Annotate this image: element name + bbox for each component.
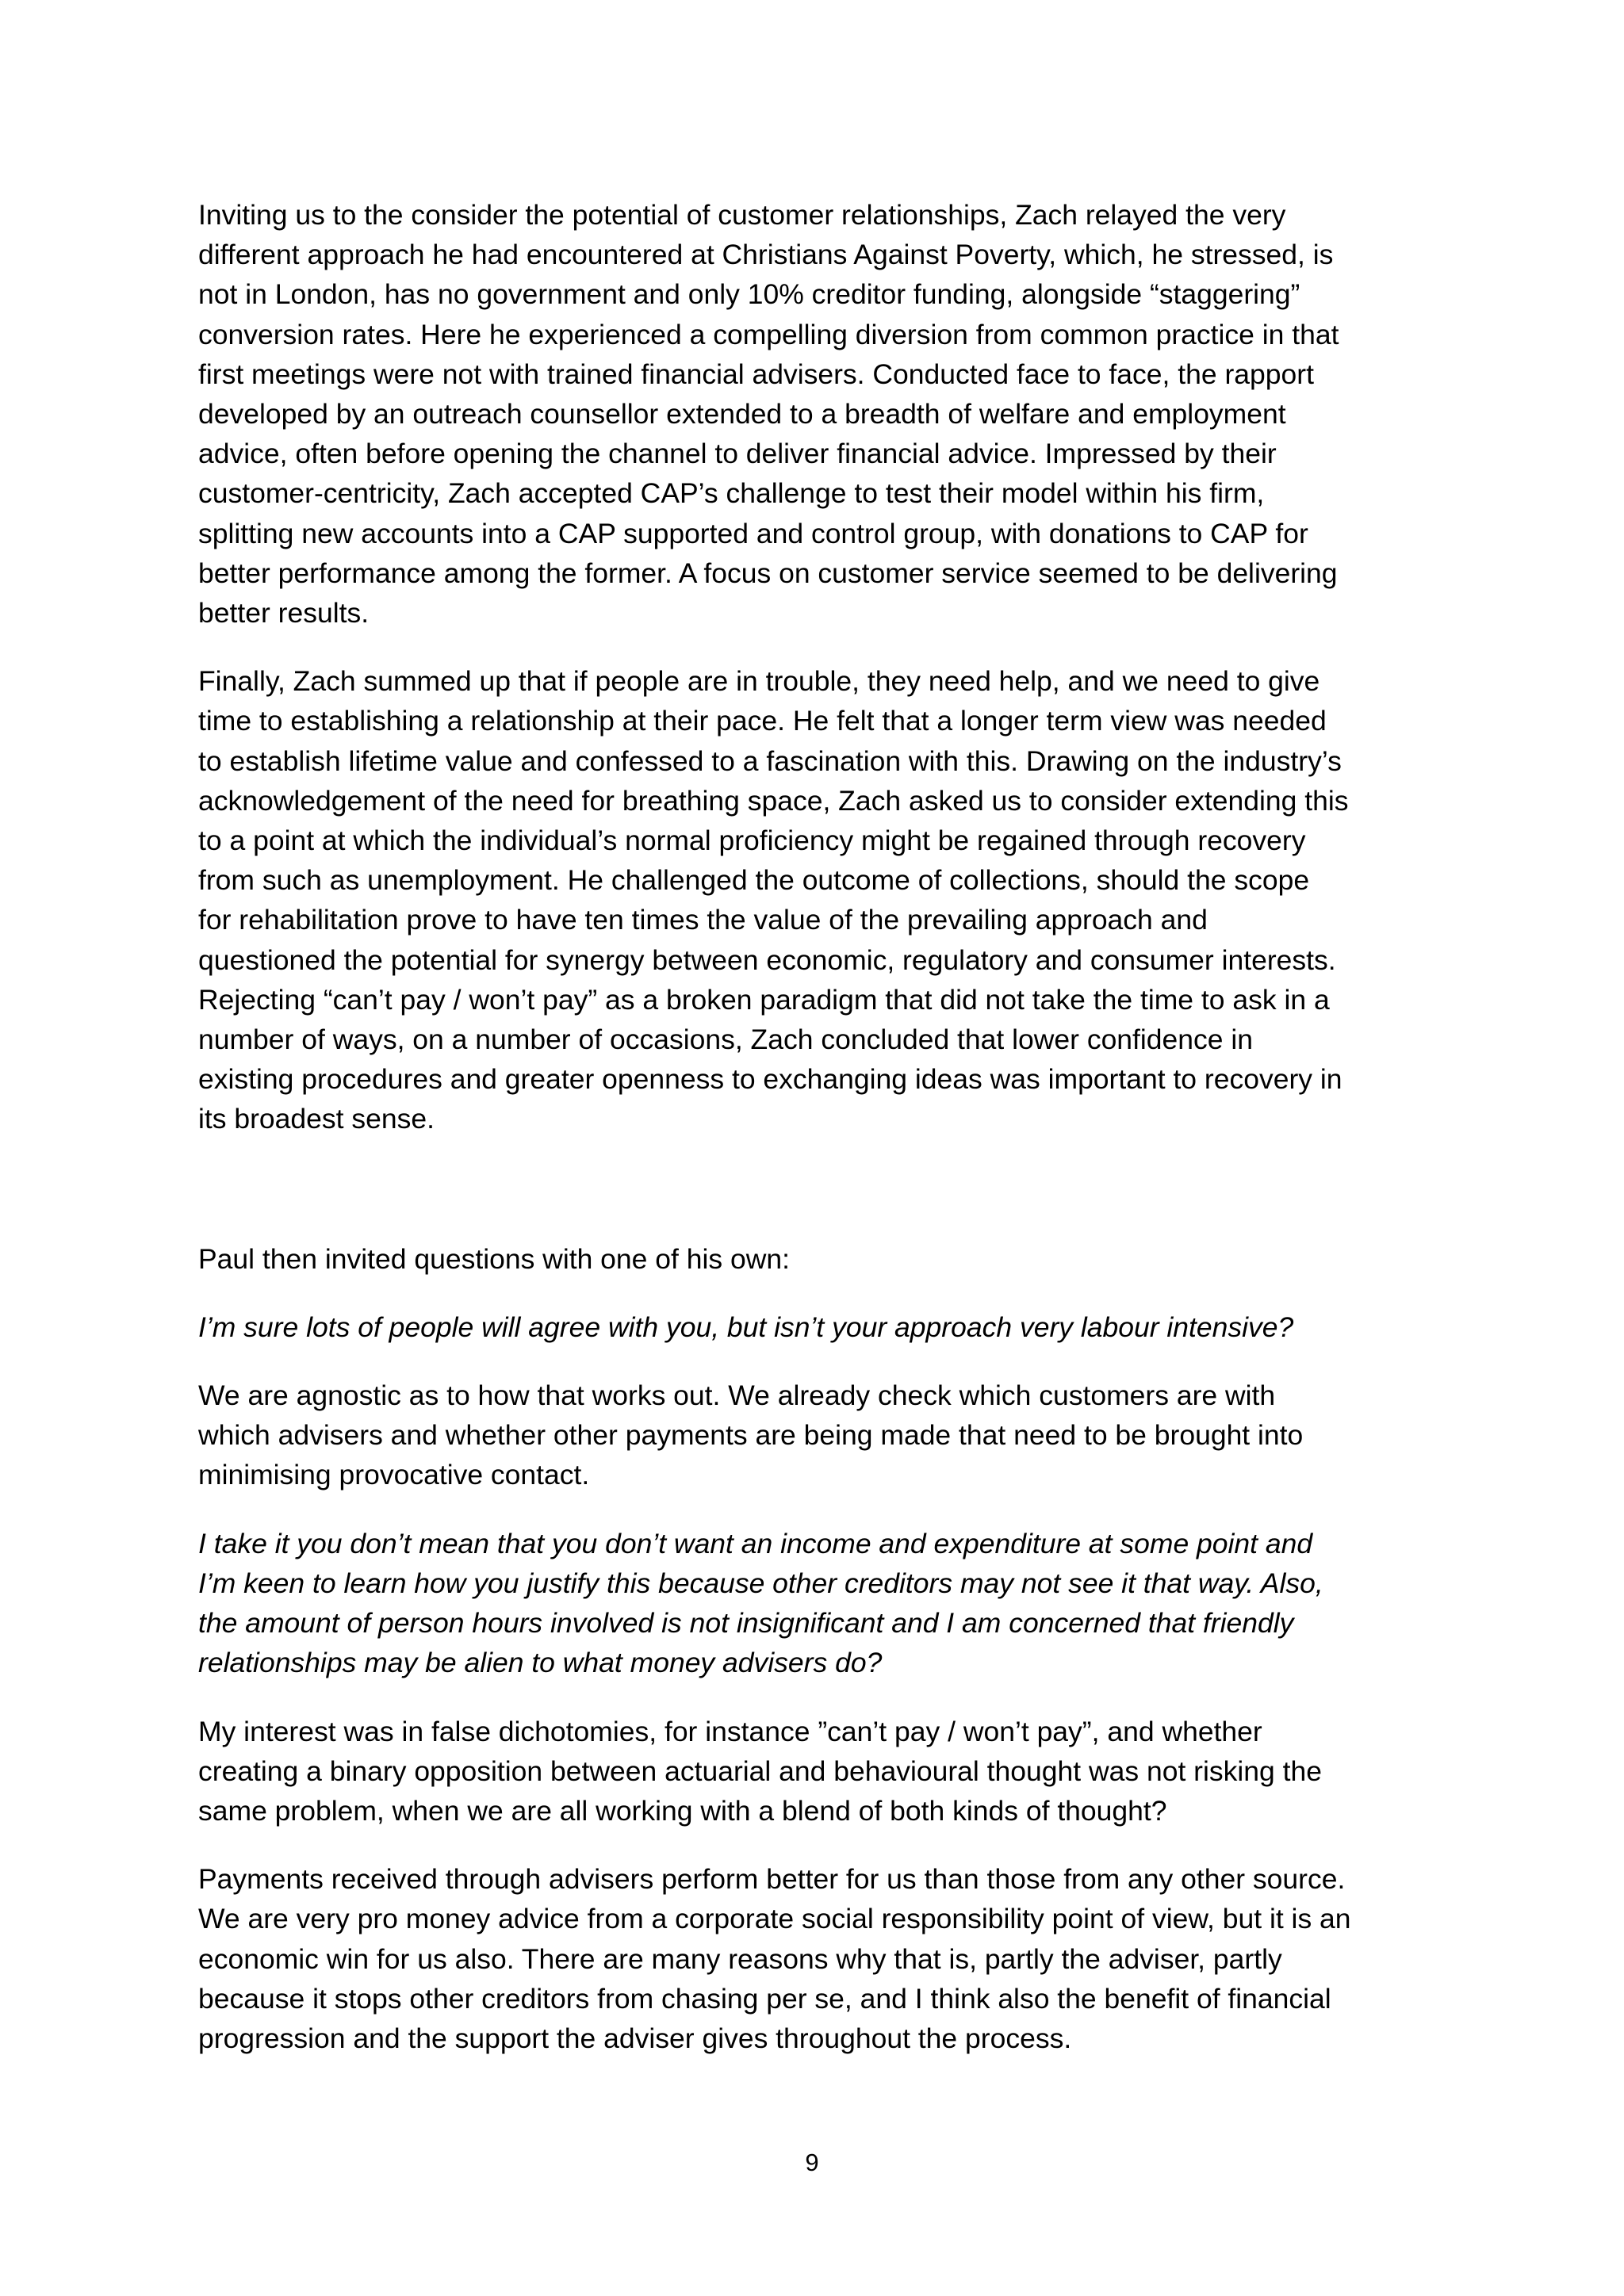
paragraph-cap-approach: Inviting us to the consider the potential of customer relationships, Zach relayed the very different approach he had encountered at Christians Against Poverty, which, he stressed, is not in London, has no government and only 10% creditor funding, alongside “staggering” conversion rates. Here he experienced a compelling diversion from common practice in that first meetings were not with trained financial advisers. Conducted face to face, the rapport developed by an outreach counsellor extended to a breadth of welfare and employment advice, often before opening the channel to deliver financial advice. Impressed by their customer-centricity, Zach accepted CAP’s challenge to test their model within his firm, splitting new accounts into a CAP supported and control group, with donations to CAP for better performance among the former. A focus on customer service seemed to be delivering better results. (198, 199, 1339, 629)
answer-payments-advisers: Payments received through advisers perform better for us than those from any other source. We are very pro money advice from a corporate social responsibility point of view, but it is an economic win for us also. There are many reasons why that is, partly the adviser, partly because it stops other creditors from chasing per se, and I think also the benefit of financial progression and the support the adviser gives throughout the process. (198, 1863, 1351, 2054)
page-number: 9 (805, 2149, 819, 2176)
question-labour-intensive: I’m sure lots of people will agree with you, but isn’t your approach very labour intensive? (198, 1311, 1294, 1343)
document-body (198, 195, 1459, 2087)
answer-agnostic: We are agnostic as to how that works out. We already check which customers are with which advisers and whether other payments are being made that need to be brought into minimising provocative contact. (198, 1380, 1304, 1491)
paragraph-zach-summary: Finally, Zach summed up that if people are in trouble, they need help, and we need to give time to establishing a relationship at their pace. He felt that a longer term view was needed to establish lifetime value and confessed to a fascination with this. Drawing on the industry’s acknowledgement of the need for breathing space, Zach asked us to consider extending this to a point at which the individual’s normal proficiency might be regained through recovery from such as unemployment. He challenged the outcome of collections, should the scope for rehabilitation prove to have ten times the value of the prevailing approach and questioned the potential for synergy between economic, regulatory and consumer interests. Rejecting “can’t pay / won’t pay” as a broken paradigm that did not take the time to ask in a number of ways, on a number of occasions, Zach concluded that lower confidence in existing procedures and greater openness to exchanging ideas was important to recovery in its broadest sense. (198, 665, 1349, 1135)
question-income-expenditure: I take it you don’t mean that you don’t want an income and expenditure at some point and I’m keen to learn how you justify this because other creditors may not see it that way. Also, the amount of person hours involved is not insignificant and I am concerned that friendly relationships may be alien to what money advisers do? (198, 1527, 1323, 1679)
answer-false-dichotomies: My interest was in false dichotomies, for instance ”can’t pay / won’t pay”, and whether creating a binary opposition between actuarial and behavioural thought was not risking the same problem, when we are all working with a blend of both kinds of thought? (198, 1715, 1322, 1827)
section-gap (198, 1168, 1459, 1239)
paragraph-qa-intro: Paul then invited questions with one of his own: (198, 1242, 790, 1275)
